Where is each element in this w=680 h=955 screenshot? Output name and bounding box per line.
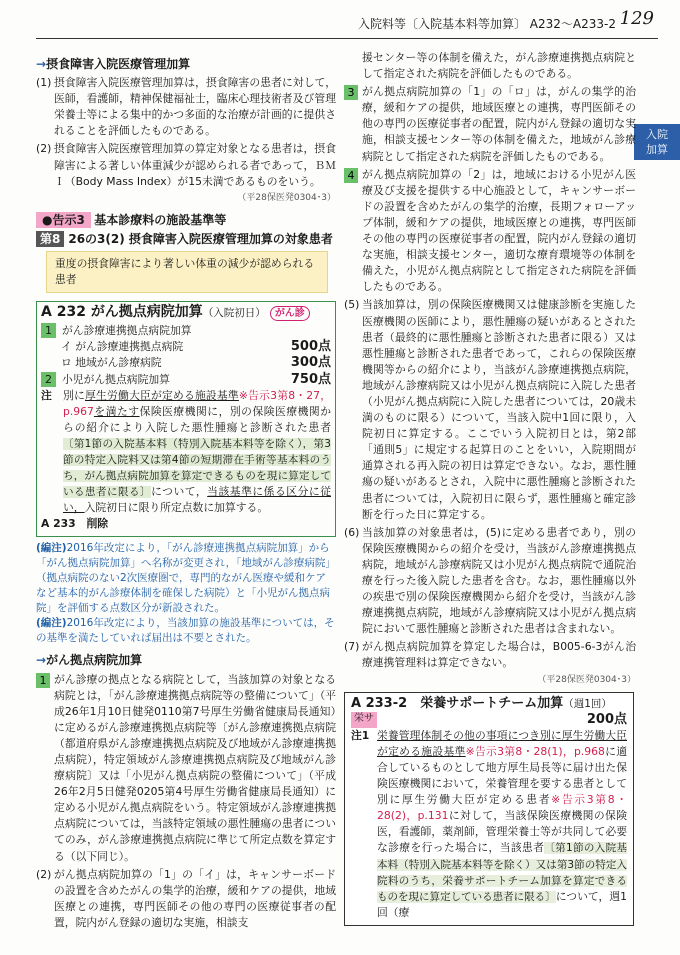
a232-box (36, 301, 336, 537)
points-row: 2 小児がん拠点病院加算 750点 (41, 372, 331, 388)
page-header (0, 0, 680, 40)
criteria-box: 重度の摂食障害により著しい体重の減少が認められる患者 (46, 251, 328, 293)
header-rule (36, 38, 658, 39)
list-item: 4 がん拠点病院加算の「2」は，地域における小児がん医療及び支援を提供する中心施設として，キャンサーボードの設置を含めたがんの集学的治療，長期フォローアップ体制，緩和ケアの提供，地域医療との連携，専門医師その他の専門の医療従事者の配置，院内がん登録の適切な実施，相談支援センター，適切な療育環境等の体制を備えた，小児がん拠点病院として指定された病院を評価したものである。 (344, 167, 636, 296)
points-row: 栄サ 200点 (351, 712, 627, 728)
a233-2-box (344, 692, 634, 926)
a233-deleted: A 233 削除 (41, 517, 109, 531)
side-tab-line1: 入院 (646, 128, 668, 141)
side-tab-line2: 加算 (646, 143, 668, 156)
list-item: (6) 当該加算の対象患者は，(5)に定める患者であり，別の保険医療機関からの紹介を受け，当該がん診療連携拠点病院，地域がん診療病院又は小児がん拠点病院で通院治療を行った後入院した患者を含む。なお，悪性腫瘍以外の疾患で別の保険医療機関から紹介を受け，当該がん診療連携拠点病院，地域がん診療病院又は小児がん拠点病院において悪性腫瘍と診断された患者は含まれない。 (344, 525, 636, 636)
list-item: 3 がん拠点病院加算の「1」の「ロ」は，がんの集学的治療，緩和ケアの提供，地域医療との連携，専門医師その他の専門の医療従事者の配置，院内がん登録の適切な実施，相談支援センター等の体制を備えた，地域がん診療病院として指定された病院を評価したものである。 (344, 84, 636, 164)
dai8-title: 26の3(2) 摂食障害入院医療管理加算の対象患者 (68, 231, 333, 246)
source-note: （平28保医発0304･3） (537, 674, 636, 685)
section-title-cancer: →がん拠点病院加算 (36, 653, 143, 668)
group1-label: 1 がん診療連携拠点病院加算 (41, 323, 331, 339)
list-item: (5) 当該加算は，別の保険医療機関又は健康診断を実施した医療機関の医師により，悪性腫瘍の疑いがあるとされた患者（最終的に悪性腫瘍と診断された患者に限る）又は悪性腫瘍と診断された患者であって，これらの保険医療機関等からの紹介により，当該がん診療連携拠点病院，地域がん診療病院又は小児がん拠点病院に入院した患者（小児がん拠点病院に入院した患者については，20歳未満のものに限る）について，当該入院中1回に限り，入院初日に算定する。ここでいう入院初日とは，第2部「通則5」に規定する起算日のことをいい，入院期間が通算される再入院の初日は算定できない。なお，悪性腫瘍の疑いがあるとされ，入院中に悪性腫瘍と診断された患者については，入院初日に限らず，悪性腫瘍と確定診断を行った日に算定する。 (344, 298, 636, 521)
arrow-icon: → (36, 653, 47, 668)
left-column (36, 50, 336, 933)
source-note: （平28保医発0304･3） (237, 192, 336, 203)
kokuji-title: 基本診療料の施設基準等 (94, 212, 227, 227)
badge: 栄サ (351, 712, 377, 728)
points-row: イ がん診療連携拠点病院 500点 (61, 339, 331, 355)
a233-2-note: 注1 栄養管理体制その他の事項につき別に厚生労働大臣が定める施設基準※告示3第8・28(1)，p.968に適合しているものとして地方厚生局長等に届け出た保険医療機関において，栄養管理を要する患者として別に厚生労働大臣が定める患者※告示3第8・28(2)，p.131に対して，当該保険医療機関の保険医，看護師，薬剤師，管理栄養士等が共同して必要な診療を行った場合に，当該患者〔第1節の入院基本料（特別入院基本料等を除く）又は第3節の特定入院料のうち，栄養サポートチーム加算を算定できるものを現に算定している患者に限る〕について，週1回（療 (351, 728, 628, 919)
kokuji-label: ●告示3 (36, 212, 91, 228)
dai8-label: 第8 (36, 231, 64, 247)
section-title-eating-disorder: →摂食障害入院医療管理加算 (36, 57, 191, 71)
editor-note: (編注)2016年改定により，当該加算の施設基準については，その基準を満たしていれば届出は不要とされた。 (36, 617, 335, 645)
list-item: (2) がん拠点病院加算の「1」の「イ」は，キャンサーボードの設置を含めたがんの集学的治療，緩和ケアの提供，地域医療との連携，専門医師その他の専門の医療従事者の配置，院内がん登録の適切な実施，相談支 (36, 867, 336, 929)
list-item: 1 がん診療の拠点となる病院として，当該加算の対象となる病院とは，「がん診療連携拠点病院等の整備について」（平成26年1月10日健発0110第7号厚生労働省健康局長通知）に定めるがん診療連携拠点病院等〔がん診療連携拠点病院（都道府県がん診療連携拠点病院及び地域がん診療連携拠点病院），特定領域がん診療連携拠点病院及び地域がん診療病院〕又は「小児がん拠点病院の整備について」（平成26年2月5日健発0205第4号厚生労働省健康局長通知）に定める小児がん拠点病院をいう。特定領域がん診療連携拠点病院については，当該特定領域の悪性腫瘍の患者についてのみ，がん診療連携拠点病院に準じて所定点数を算定する（以下同じ）。 (36, 672, 336, 865)
a232-note: 注 別に厚生労働大臣が定める施設基準※告示3第8・27，p.967を満たす保険医療機関に，別の保険医療機関からの紹介により入院した悪性腫瘍と診断された患者〔第1節の入院基本料（特別入院基本料等を除く），第3節の特定入院料又は第4節の短期滞在手術等基本料のうち，がん拠点病院加算を算定できるものを現に算定している患者に限る〕について，当該基準に係る区分に従い，入院初日に限り所定点数に加算する。 (41, 388, 332, 515)
kokuji-heading (36, 212, 336, 229)
running-header: 入院料等〔入院基本料等加算〕 A232〜A233-2 (357, 17, 616, 31)
arrow-icon: → (36, 57, 47, 71)
list-item: (2) 摂食障害入院医療管理加算の算定対象となる患者は，摂食障害による著しい体重減少が認められる者であって，ＢＭＩ（Body Mass Index）が15未満であるものをいう。 (36, 142, 336, 188)
dai8-heading (36, 231, 336, 247)
badge: がん診 (270, 306, 310, 321)
points-row: ロ 地域がん診療病院 300点 (61, 355, 331, 371)
list-item: (7) がん拠点病院加算を算定した場合は，B005-6-3がん治療連携管理料は算定できない。 (344, 640, 636, 670)
list-item: (1) 摂食障害入院医療管理加算は，摂食障害の患者に対して，医師，看護師，精神保健福祉士，臨床心理技術者及び管理栄養士等による集中的かつ多面的な治療が計画的に提供されることを評価したものである。 (36, 76, 336, 138)
continued-text: 援センター等の体制を備えた，がん診療連携拠点病院として指定された病院を評価したものである。 (362, 51, 636, 81)
a232-title: A 232 がん拠点病院加算（入院初日） がん診 (41, 304, 331, 321)
a233-2-title: A 233-2 栄養サポートチーム加算（週1回） (351, 695, 612, 711)
page-number: 129 (619, 8, 654, 29)
editor-note: (編注)2016年改定により，「がん診療連携拠点病院加算」から「がん拠点病院加算」へ名称が変更され，「地域がん診療病院」（拠点病院のない2次医療圏で，専門的ながん医療や緩和ケアなど基本的がん診療体制を確保した病院）と「小児がん拠点病院」を評価する点数区分が新設された。 (36, 542, 336, 615)
right-column (344, 50, 636, 926)
side-index-tab (634, 124, 680, 160)
